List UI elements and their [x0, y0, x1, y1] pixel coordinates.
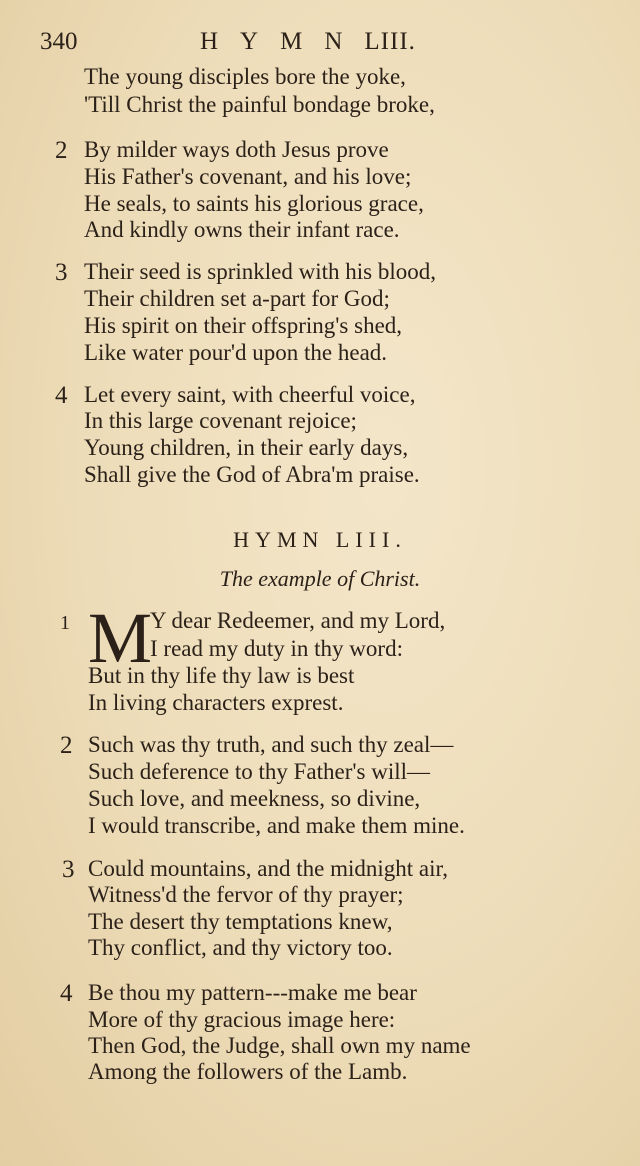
- verse-line: His Father's covenant, and his love;: [84, 164, 412, 189]
- verse-line: In living characters exprest.: [88, 690, 344, 715]
- drop-cap: M: [88, 598, 153, 678]
- verse-line: Young children, in their early days,: [84, 435, 409, 460]
- verse-line: Among the followers of the Lamb.: [88, 1059, 408, 1084]
- running-head-text: HYMN: [200, 28, 365, 55]
- page-header: [40, 28, 600, 60]
- verse-line: His spirit on their offspring's shed,: [84, 313, 403, 338]
- verse-line: In this large covenant rejoice;: [84, 408, 357, 433]
- stanza-number: 2: [55, 137, 68, 164]
- verse-line: Could mountains, and the midnight air,: [88, 856, 449, 881]
- verse-line: I would transcribe, and make them mine.: [88, 813, 465, 838]
- verse-line: Their seed is sprinkled with his blood,: [84, 259, 436, 284]
- verse-line: Witness'd the fervor of thy prayer;: [88, 882, 404, 907]
- stanza-number: 3: [62, 856, 75, 883]
- verse-line: Let every saint, with cheerful voice,: [84, 382, 416, 407]
- verse-line: The desert thy temptations knew,: [88, 909, 393, 934]
- stanza-number: 2: [60, 732, 73, 759]
- verse-line: I read my duty in thy word:: [150, 636, 403, 661]
- verse-line: Y dear Redeemer, and my Lord,: [150, 608, 446, 633]
- verse-line: Such deference to thy Father's will—: [88, 759, 431, 784]
- verse-line: Like water pour'd upon the head.: [84, 340, 388, 365]
- running-head-number: LIII.: [364, 28, 416, 55]
- verse-line: And kindly owns their infant race.: [84, 217, 400, 242]
- verse-line: Such was thy truth, and such thy zeal—: [88, 732, 454, 757]
- verse-line: But in thy life thy law is best: [88, 663, 355, 688]
- running-head: [200, 28, 416, 56]
- stanza-number: 4: [60, 980, 73, 1007]
- page-number: 340: [40, 28, 78, 55]
- verse-line: 'Till Christ the painful bondage broke,: [84, 92, 435, 117]
- stanza-number: 4: [55, 382, 68, 409]
- verse-line: By milder ways doth Jesus prove: [84, 137, 389, 162]
- verse-line: Be thou my pattern---make me bear: [88, 980, 417, 1005]
- verse-line: Shall give the God of Abra'm praise.: [84, 462, 420, 487]
- verse-line: Then God, the Judge, shall own my name: [88, 1033, 471, 1058]
- verse-line: He seals, to saints his glorious grace,: [84, 191, 424, 216]
- hymn-title: HYMN LIII.: [233, 527, 407, 552]
- stanza-number: 3: [55, 259, 68, 286]
- verse-line: Their children set a-part for God;: [84, 286, 390, 311]
- verse-line: The young disciples bore the yoke,: [84, 64, 406, 89]
- verse-line: More of thy gracious image here:: [88, 1007, 396, 1032]
- verse-line: Thy conflict, and thy victory too.: [88, 935, 393, 960]
- verse-line: Such love, and meekness, so divine,: [88, 786, 421, 811]
- hymn-subtitle: The example of Christ.: [219, 566, 421, 591]
- stanza-number: 1: [60, 612, 70, 634]
